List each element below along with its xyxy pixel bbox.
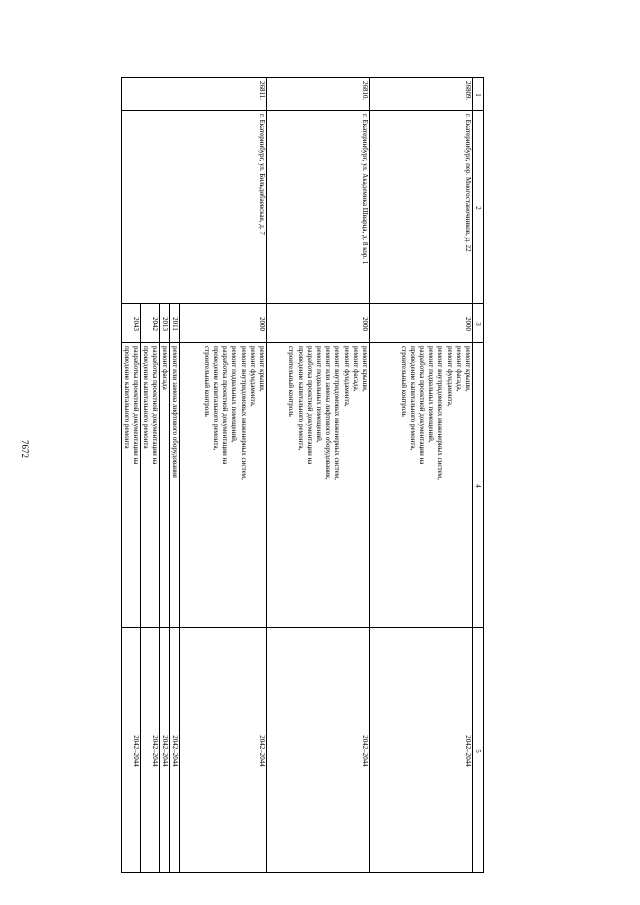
row-year: 2000 [370,304,473,343]
header-row [473,78,484,873]
work-item: проведение капитального ремонта [123,346,131,449]
row-period: 2042–2044 [370,628,473,873]
sub-row-works [170,343,180,628]
row-period: 2042–2044 [180,628,267,873]
work-item: ремонт или замена лифтового оборудования [171,346,179,478]
work-item: проведение капитального ремонта, [296,346,305,451]
row-number: 26810. [267,78,370,111]
row-address: г. Екатеринбург, ул. Академика Шварца, д. 8 кор. 1 [267,111,370,304]
header-cell-4: 4 [473,343,484,628]
work-item: ремонт внутридомовых инженерных систем, [239,346,248,480]
work-item: ремонт внутридомовых инженерных систем, [333,346,342,480]
work-item: ремонт фасада, [454,346,463,392]
header-cell-1: 1 [473,78,484,111]
work-item: ремонт фасада [161,346,169,390]
work-item: разработка проектной документации на [417,346,426,465]
row-address: г. Екатеринбург, пер. Многостаночников, д. 22 [370,111,473,304]
work-item: проведение капитального ремонта [142,346,150,449]
sub-row-works [160,343,170,628]
sub-row-works [141,343,160,628]
header-cell-3: 3 [473,304,484,343]
work-item: проведение капитального ремонта, [211,346,220,451]
row-works [370,343,473,628]
work-item: ремонт подвальных помещений, [230,346,239,443]
work-item: проведение капитального ремонта, [408,346,417,451]
work-item: ремонт крыши, [464,346,472,392]
sub-row-year: 2011 [170,304,180,343]
sub-row-year: 2043 [122,304,141,343]
row-year: 2000 [267,304,370,343]
repair-schedule-table [121,77,484,873]
work-item: ремонт фундамента, [445,346,454,407]
table-row [370,78,473,873]
work-item: строительный контроль [399,346,408,417]
work-item: ремонт фундамента, [248,346,257,407]
row-works [180,343,267,628]
header-cell-5: 5 [473,628,484,873]
work-item: ремонт фасада, [351,346,360,392]
work-item: ремонт фундамента, [342,346,351,407]
header-cell-2: 2 [473,111,484,304]
work-item: разработка проектной документации на [132,346,140,465]
row-year: 2000 [180,304,267,343]
sub-row-works [122,343,141,628]
table-row [180,78,267,873]
work-item: строительный контроль [287,346,296,417]
work-item: строительный контроль [202,346,211,417]
row-number: 26811. [122,78,267,111]
sub-row-period: 2042–2044 [122,628,141,873]
work-item: разработка проектной документации на [151,346,159,465]
sub-row-period: 2042–2044 [170,628,180,873]
work-item: разработка проектной документации на [305,346,314,465]
row-works [267,343,370,628]
table-row [267,78,370,873]
work-item: ремонт подвальных помещений, [427,346,436,443]
page-number: 7672 [20,440,30,458]
sub-row-year: 2013 [160,304,170,343]
sub-row-period: 2042–2044 [141,628,160,873]
work-item: ремонт внутридомовых инженерных систем, [436,346,445,480]
work-item: ремонт крыши, [361,346,369,392]
sub-row-year: 2042 [141,304,160,343]
row-address: г. Екатеринбург, ул. Бильдибаевская, д. 7 [122,111,267,304]
row-number: 26809. [370,78,473,111]
document-table-wrapper [80,77,484,847]
work-item: ремонт подвальных помещений, [314,346,323,443]
work-item: ремонт крыши, [258,346,266,392]
work-item: ремонт или замена лифтового оборудования, [324,346,333,480]
work-item: разработка проектной документации на [221,346,230,465]
sub-row-period: 2042–2044 [160,628,170,873]
row-period: 2042–2044 [267,628,370,873]
